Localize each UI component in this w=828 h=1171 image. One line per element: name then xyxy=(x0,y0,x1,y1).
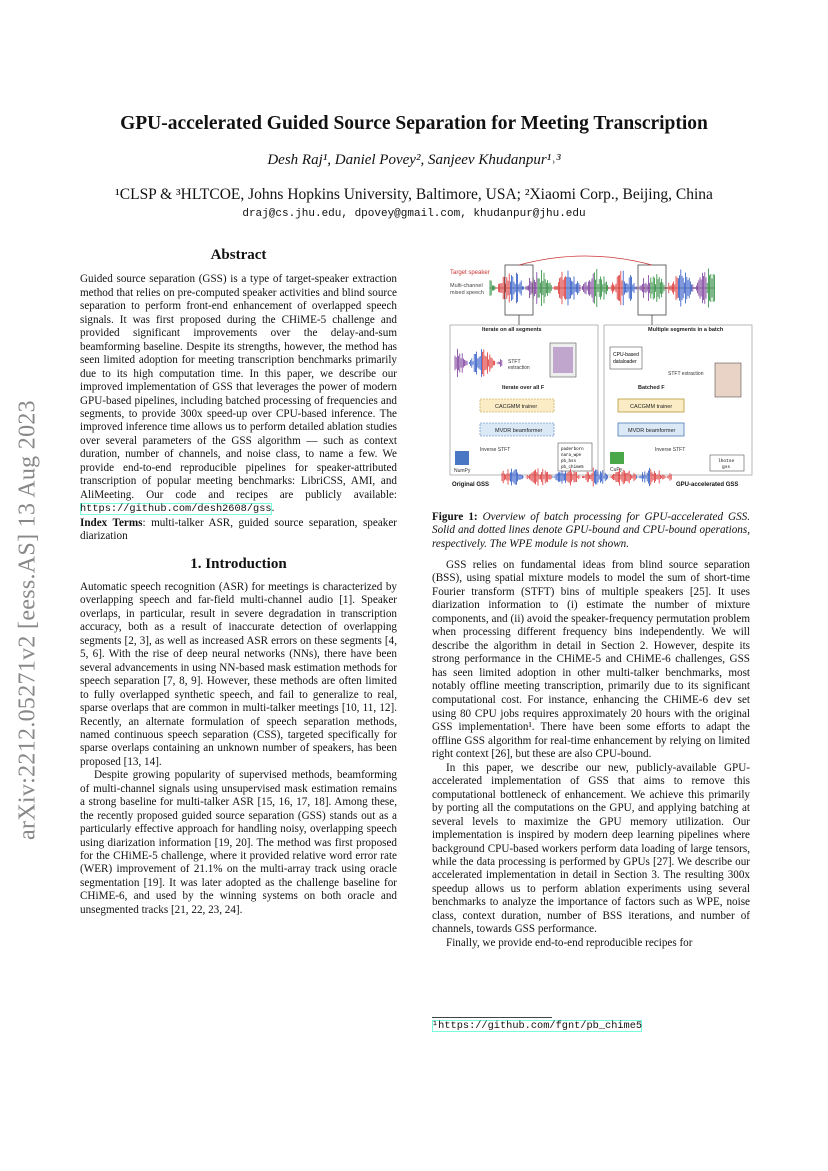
paper-title: GPU-accelerated Guided Source Separation for Meeting Transcription xyxy=(120,113,708,134)
cpu-loader-label-2: dataloader xyxy=(613,359,637,365)
paper-emails: draj@cs.jhu.edu, dpovey@gmail.com, khudanpur@jhu.edu xyxy=(242,208,586,220)
inverse-stft-left: Inverse STFT xyxy=(480,447,511,453)
abstract-heading: Abstract xyxy=(210,247,267,263)
right-paragraph-1: GSS relies on fundamental ideas from blind source separation (BSS), using spatial mixture models to model the sum of short-time Fourier transform (STFT) bins of multiple speakers [25]. It uses diarization information to (i) estimate the number of mixture components, and (ii) avoid the speaker-frequency permutation problem when processing different frequency bins independently. We will describe the algorithm in detail in Section 2. However, despite its strong performance in the CHiME-5 and CHiME-6 challenges, GSS has seen limited adoption in other multi-talker benchmarks, most notably offline meeting transcription, primarily due to its significant computational cost. For instance, enhancing the CHiME-6 dev set using 80 CPU jobs requires approximately 20 hours with the original GSS implementation¹. There have been some efforts to adapt the offline GSS algorithm for real-time enhancement by relying on limited right context [26], but these are also CPU-bound. xyxy=(432,559,750,761)
gpu-gss-label: GPU-accelerated GSS xyxy=(676,482,739,488)
caption-text: Overview of batch processing for GPU-accelerated GSS. Solid and dotted lines denote GPU-bound and CPU-bound operations, respectively. The WPE module is not shown. xyxy=(432,511,750,550)
svg-text:pb_bss: pb_bss xyxy=(561,460,577,464)
target-arc xyxy=(519,256,652,265)
cupy-label: CuPy xyxy=(610,467,623,473)
index-terms-text: : multi-talker ASR, guided source separation, speaker diarization xyxy=(80,516,397,543)
caption-label: Figure 1: xyxy=(432,511,478,523)
figure-caption xyxy=(432,511,750,551)
left-column xyxy=(80,249,397,917)
cacgmm-label-left: CACGMM trainer xyxy=(495,404,538,410)
abstract-body: Guided source separation (GSS) is a type of target-speaker extraction method that relies on pre-computed speaker activities and blind source separation to perform front-end enhancement of overlapped speech signals. It was first proposed during the CHiME-5 challenge and provided significant improvements over the delay-and-sum beamforming baseline. Despite its strengths, however, the method has seen limited adoption for meeting transcription benchmarks primarily due to its high computation time. In this paper, we describe our improved implementation of GSS that leverages the power of modern GPU-based pipelines, including batched processing of frequencies and segments, to provide 300x speed-up over CPU-based inference. The improved inference time allows us to perform detailed ablation studies over several parameters of the GSS algorithm — such as context duration, number of channels, and noise class, to name a few. We provide end-to-end reproducible pipelines for speaker-attributed transcription of popular meeting benchmarks: LibriCSS, AMI, and AliMeeting. Our code and recipes are publicly available: xyxy=(80,273,397,501)
stft-label-right: STFT extraction xyxy=(668,371,704,377)
intro-paragraph-2: Despite growing popularity of supervised methods, beamforming of multi-channel signals using unsupervised mask estimation remains a strong baseline for multi-talker ASR [15, 16, 17, 18]. Among these, the recently proposed guided source separation (GSS) stands out as a particularly effective approach for handling noisy, overlapping speech using diarization information [19, 20]. The method was first proposed for the CHiME-5 challenge, where it provided relative word error rate (WER) improvement of 21.1% on the multi-array track using oracle segmentation [19]. It was later adopted as the challenge baseline for CHiME-6, and used by the winning systems on both oracle and unsegmented tracks [21, 22, 23, 24]. xyxy=(80,769,397,916)
multiple-segments-label: Multiple segments in a batch xyxy=(648,327,724,333)
stft-cube-right xyxy=(715,363,741,397)
svg-text:lhotse: lhotse xyxy=(718,459,735,464)
right-column xyxy=(432,559,750,950)
right-paragraph-2: In this paper, we describe our new, publicly-available GPU-accelerated implementation of GSS that aims to remove this computational bottleneck of enhancement. We achieve this primarily by porting all the computations on the GPU, and applying batching at several levels to maximize the GPU memory utilization. Our implementation is inspired by modern deep learning pipelines where background CPU-based workers perform data loading of large tensors, while the data processing is performed by GPUs [27]. We describe our accelerated implementation in detail in Section 3. The resulting 300x speedup allows us to perform ablation experiments using several benchmarks to analyze the importance of factors such as WPE, noise class, context duration, number of BSS iterations, and number of channels, towards GSS performance. xyxy=(432,761,750,936)
mixed-label-2: mixed speech xyxy=(450,290,484,296)
footnote-divider xyxy=(432,1017,552,1018)
footnote xyxy=(432,1020,642,1032)
cupy-logo xyxy=(610,452,624,464)
cacgmm-label-right: CACGMM trainer xyxy=(630,404,673,410)
iterate-f-label: Iterate over all F xyxy=(502,385,545,391)
svg-text:pb_chime5: pb_chime5 xyxy=(561,466,584,470)
mixed-label-1: Multi-channel xyxy=(450,283,483,289)
numpy-label: NumPy xyxy=(454,468,471,474)
cpu-loader-box xyxy=(610,347,642,369)
svg-text:nara_wpe: nara_wpe xyxy=(561,454,582,458)
mvdr-label-left: MVDR beamformer xyxy=(495,428,543,434)
numpy-logo xyxy=(455,451,469,465)
index-terms xyxy=(80,517,397,544)
batched-f-label: Batched F xyxy=(638,385,665,391)
paper-authors: Desh Raj¹, Daniel Povey², Sanjeev Khudanpur¹˒³ xyxy=(267,152,561,168)
svg-text:gss: gss xyxy=(722,465,731,470)
introduction-heading: 1. Introduction xyxy=(190,555,287,572)
abstract-text: Guided source separation (GSS) is a type of target-speaker extraction method that relies on pre-computed speaker activities and blind source separation to perform front-end enhancement of overlapped speech signals. It was first proposed during the CHiME-5 challenge and provided significant improvements over the delay-and-sum beamforming baseline. Despite its strengths, however, the method has seen limited adoption for meeting transcription benchmarks primarily due to its high computation time. In this paper, we describe our improved implementation of GSS that leverages the power of modern GPU-based pipelines, including batched processing of frequencies and segments, to provide 300x speed-up over CPU-based inference. The improved inference time allows us to perform detailed ablation studies over several parameters of the GSS algorithm — such as context duration, number of channels, and noise class, to name a few. We provide end-to-end reproducible pipelines for speaker-attributed transcription of popular meeting benchmarks: LibriCSS, AMI, and AliMeeting. Our code and recipes are publicly available: https://github.com/desh2608/gss. xyxy=(80,273,397,516)
svg-text:extraction: extraction xyxy=(508,365,530,371)
inverse-stft-right: Inverse STFT xyxy=(655,447,686,453)
arxiv-id: arXiv:2212.05271v2 [eess.AS] 13 Aug 2023 xyxy=(14,400,41,840)
intro-paragraph-1: Automatic speech recognition (ASR) for meetings is characterized by overlapping speech and far-field multi-channel audio [1]. Speaker overlaps, in particular, result in severe degradation in transcription accuracy, both as a result of inaccurate detection of overlapping segments [2, 3], as well as increased ASR errors on these segments [4, 5, 6]. With the rise of deep neural networks (NNs), there have been several advancements in using NN-based mask estimation methods for speech separation [7, 8, 9]. However, these methods are often limited to fully overlapped synthetic speech, and fail to generalize to real, sparse overlaps that are common in multi-talker meetings [10, 11, 12]. Recently, an alternate formulation of speech separation methods, named continuous speech separation (CSS), targeted specifically for sparse overlaps containing an unknown number of speakers, has been proposed [13, 14]. xyxy=(80,580,397,768)
target-speaker-label: Target speaker xyxy=(450,270,490,276)
mixed-waveform xyxy=(490,268,715,307)
figure-1 xyxy=(440,255,758,500)
original-gss-label: Original GSS xyxy=(452,482,490,488)
iterate-segments-label: Iterate on all segments xyxy=(482,327,542,333)
mvdr-label-right: MVDR beamformer xyxy=(628,428,676,434)
paper-affiliations: ¹CLSP & ³HLTCOE, Johns Hopkins University, Baltimore, USA; ²Xiaomi Corp., Beijing, China xyxy=(115,186,713,203)
dev-set-mono: dev xyxy=(713,694,733,707)
footnote-link[interactable]: ¹https://github.com/fgnt/pb_chime5 xyxy=(432,1020,643,1032)
index-terms-label: Index Terms xyxy=(80,516,143,529)
cpu-loader-label-1: CPU-based xyxy=(613,352,639,358)
arxiv-stamp xyxy=(8,330,48,910)
abstract-link[interactable]: https://github.com/desh2608/gss xyxy=(80,503,272,516)
stft-label: STFT xyxy=(508,359,521,365)
svg-text:paderborn: paderborn xyxy=(561,448,584,452)
right-paragraph-3: Finally, we provide end-to-end reproducible recipes for xyxy=(446,936,693,949)
